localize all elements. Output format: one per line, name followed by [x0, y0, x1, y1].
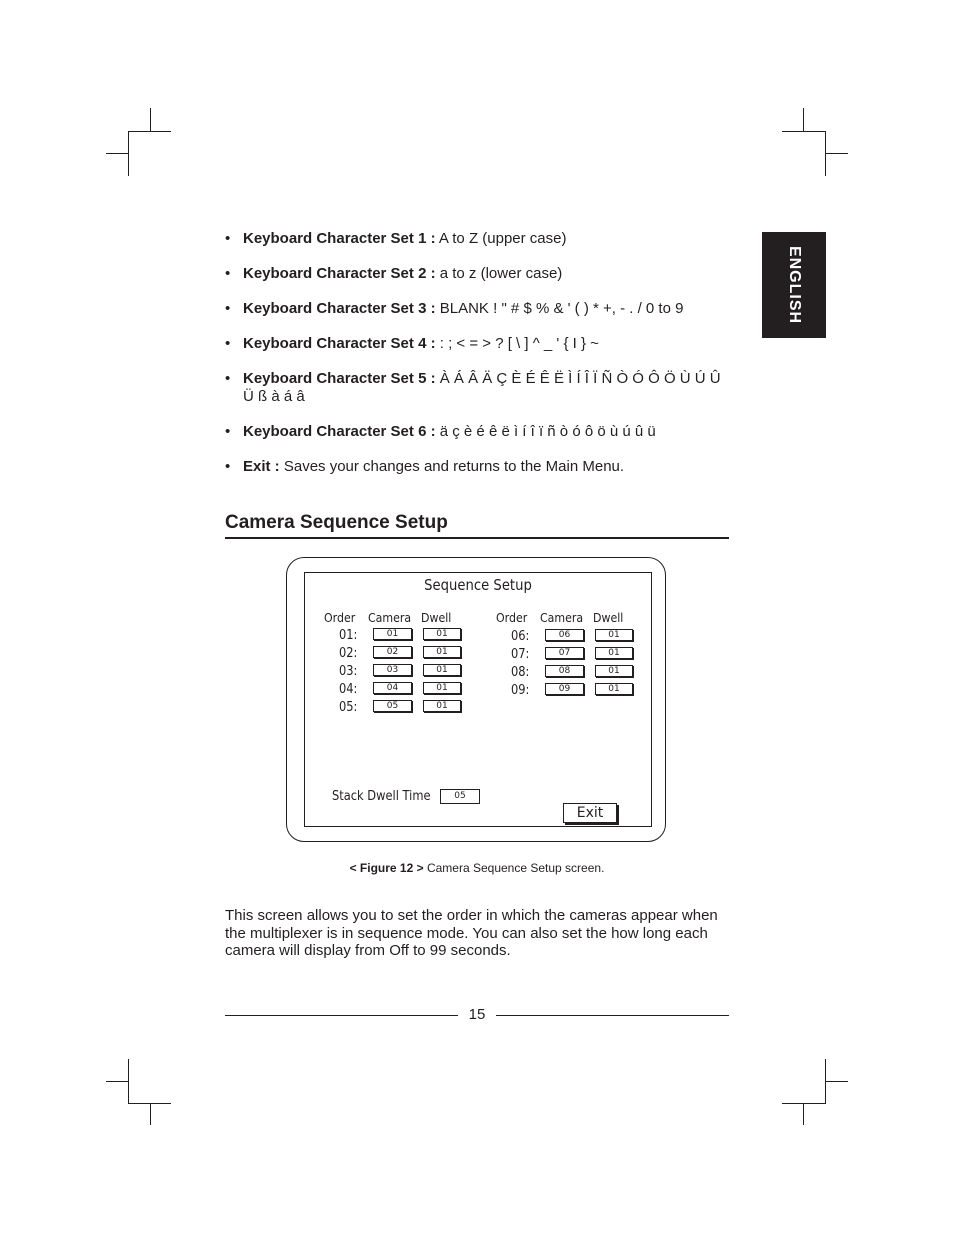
figure-caption-text: Camera Sequence Setup screen.: [423, 861, 605, 875]
crop-mark: [782, 131, 826, 132]
page-number: 15: [468, 1006, 486, 1023]
dwell-field[interactable]: 01: [423, 628, 461, 640]
dwell-field[interactable]: 01: [595, 683, 633, 695]
order-number: 05:: [339, 700, 358, 715]
list-item: • Keyboard Character Set 1 : A to Z (upper case): [225, 230, 567, 247]
list-item-label: Keyboard Character Set 4 :: [243, 335, 436, 352]
list-item: • Keyboard Character Set 3 : BLANK ! " # $ % & ' ( ) * +, - . / 0 to 9: [225, 300, 684, 317]
dwell-field[interactable]: 01: [595, 665, 633, 677]
order-number: 07:: [511, 647, 530, 662]
list-item-label: Keyboard Character Set 3 :: [243, 300, 436, 317]
dwell-header: Dwell: [421, 610, 452, 625]
dwell-field[interactable]: 01: [423, 682, 461, 694]
order-number: 04:: [339, 682, 358, 697]
dwell-field[interactable]: 01: [595, 647, 633, 659]
list-item-text: A to Z (upper case): [435, 230, 567, 247]
list-item-label: Keyboard Character Set 2 :: [243, 265, 436, 282]
figure-number: < Figure 12 >: [349, 861, 424, 875]
order-header: Order: [324, 610, 356, 625]
body-paragraph: This screen allows you to set the order in which the cameras appear when the multiplexer is in sequence mode. You can also set the how long each camera will display from Off to 99 seconds.: [225, 907, 718, 959]
footer-divider: [225, 1015, 458, 1016]
order-number: 06:: [511, 629, 530, 644]
stack-dwell-field[interactable]: 05: [440, 789, 480, 804]
camera-field[interactable]: 07: [545, 647, 584, 659]
dwell-field[interactable]: 01: [423, 646, 461, 658]
crop-mark: [782, 1103, 826, 1104]
list-item: • Keyboard Character Set 2 : a to z (lower case): [225, 265, 563, 282]
list-item-text: Saves your changes and returns to the Main Menu.: [279, 458, 625, 475]
order-number: 09:: [511, 683, 530, 698]
section-title: Camera Sequence Setup: [225, 512, 729, 539]
crop-mark: [826, 1081, 848, 1082]
order-header: Order: [496, 610, 528, 625]
crop-mark: [826, 153, 848, 154]
dwell-header: Dwell: [593, 610, 624, 625]
list-item: • Keyboard Character Set 6 : ä ç è é ê ë ì í î ï ñ ò ó ô ö ù ú û ü: [225, 423, 656, 440]
camera-field[interactable]: 05: [373, 700, 412, 712]
order-number: 02:: [339, 646, 358, 661]
language-tab: [762, 232, 826, 338]
list-item-text: ä ç è é ê ë ì í î ï ñ ò ó ô ö ù ú û ü: [435, 423, 656, 440]
crop-mark: [106, 1081, 128, 1082]
language-tab-label: ENGLISH: [786, 245, 803, 325]
crop-mark: [128, 131, 129, 176]
camera-field[interactable]: 02: [373, 646, 412, 658]
sequence-setup-screen: [304, 572, 652, 827]
camera-field[interactable]: 09: [545, 683, 584, 695]
camera-field[interactable]: 04: [373, 682, 412, 694]
list-item: • Keyboard Character Set 4 : : ; < = > ? [ \ ] ^ _ ' { I } ~: [225, 335, 599, 352]
footer-divider: [496, 1015, 729, 1016]
dwell-field[interactable]: 01: [595, 629, 633, 641]
camera-header: Camera: [540, 610, 584, 625]
list-item-text: a to z (lower case): [435, 265, 563, 282]
character-set-list: [225, 230, 735, 493]
list-item-label: Keyboard Character Set 6 :: [243, 423, 436, 440]
crop-mark: [803, 1103, 804, 1125]
list-item: • Keyboard Character Set 5 : À Á Â Ä Ç È É Ê Ë Ì Í Î Ï Ñ Ò Ó Ô Ö Ù Ú Û Ü ß à á â: [225, 370, 721, 405]
crop-mark: [106, 153, 128, 154]
camera-header: Camera: [368, 610, 412, 625]
camera-field[interactable]: 03: [373, 664, 412, 676]
dwell-field[interactable]: 01: [423, 664, 461, 676]
order-number: 01:: [339, 628, 358, 643]
figure-caption: [225, 861, 729, 875]
crop-mark: [825, 1059, 826, 1104]
list-item: • Exit : Saves your changes and returns to the Main Menu.: [225, 458, 625, 475]
screen-title: Sequence Setup: [424, 576, 532, 594]
dwell-field[interactable]: 01: [423, 700, 461, 712]
stack-dwell-label: Stack Dwell Time: [332, 789, 431, 804]
crop-mark: [150, 1103, 151, 1125]
crop-mark: [803, 108, 804, 132]
camera-field[interactable]: 01: [373, 628, 412, 640]
list-item-text: À Á Â Ä Ç È É Ê Ë Ì Í Î Ï Ñ Ò Ó Ô Ö Ù Ú Û Ü ß à á â: [243, 370, 721, 405]
crop-mark: [150, 108, 151, 132]
list-item-text: : ; < = > ? [ \ ] ^ _ ' { I } ~: [435, 335, 599, 352]
crop-mark: [128, 131, 171, 132]
list-item-label: Keyboard Character Set 5 :: [243, 370, 436, 387]
list-item-label: Exit :: [243, 458, 280, 475]
crop-mark: [128, 1059, 129, 1104]
camera-field[interactable]: 08: [545, 665, 584, 677]
camera-field[interactable]: 06: [545, 629, 584, 641]
list-item-text: BLANK ! " # $ % & ' ( ) * +, - . / 0 to 9: [435, 300, 684, 317]
exit-button[interactable]: Exit: [563, 803, 617, 823]
order-number: 08:: [511, 665, 530, 680]
order-number: 03:: [339, 664, 358, 679]
list-item-label: Keyboard Character Set 1 :: [243, 230, 436, 247]
